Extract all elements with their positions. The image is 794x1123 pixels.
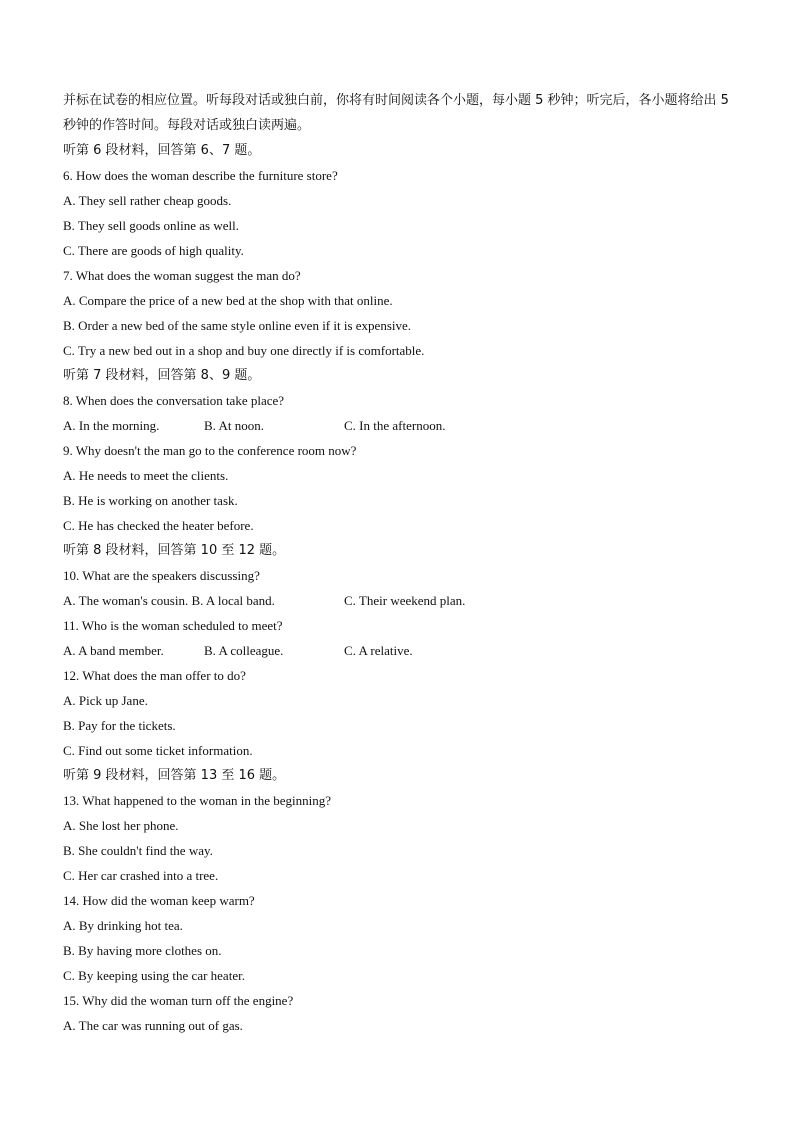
option-row (63, 588, 733, 613)
answer-option: B. Order a new bed of the same style online even if it is expensive. (63, 318, 412, 333)
question-list (63, 138, 733, 1038)
answer-option: A. In the morning. (63, 418, 160, 433)
answer-option: A. They sell rather cheap goods. (63, 193, 232, 208)
answer-option: A. She lost her phone. (63, 818, 179, 833)
answer-option: B. At noon. (204, 418, 264, 433)
answer-option: A. A band member. (63, 643, 164, 658)
answer-option: C. There are goods of high quality. (63, 243, 244, 258)
question-stem: 15. Why did the woman turn off the engine? (63, 993, 294, 1008)
answer-option: B. She couldn't find the way. (63, 843, 213, 858)
answer-option: A. The woman's cousin. B. A local band. (63, 593, 275, 608)
answer-option: C. A relative. (344, 643, 413, 658)
section-heading: 听第 9 段材料，回答第 13 至 16 题。 (63, 768, 286, 783)
answer-option: A. Compare the price of a new bed at the shop with that online. (63, 293, 393, 308)
question-stem: 8. When does the conversation take place? (63, 393, 285, 408)
answer-option: B. Pay for the tickets. (63, 718, 176, 733)
answer-option: A. Pick up Jane. (63, 693, 148, 708)
answer-option: A. He needs to meet the clients. (63, 468, 229, 483)
answer-option: C. In the afternoon. (344, 418, 446, 433)
question-stem: 7. What does the woman suggest the man do? (63, 268, 301, 283)
option-row (63, 638, 733, 663)
answer-option: C. Find out some ticket information. (63, 743, 253, 758)
question-stem: 12. What does the man offer to do? (63, 668, 246, 683)
question-stem: 13. What happened to the woman in the beginning? (63, 793, 331, 808)
question-stem: 9. Why doesn't the man go to the conference room now? (63, 443, 357, 458)
question-stem: 14. How did the woman keep warm? (63, 893, 255, 908)
answer-option: B. A colleague. (204, 643, 284, 658)
question-stem: 10. What are the speakers discussing? (63, 568, 260, 583)
answer-option: B. They sell goods online as well. (63, 218, 239, 233)
answer-option: C. Their weekend plan. (344, 593, 466, 608)
listening-instructions: 并标在试卷的相应位置。听每段对话或独白前，你将有时间阅读各个小题，每小题 5 秒钟；听完后，各小题将给出 5 秒钟的作答时间。每段对话或独白读两遍。 (63, 93, 729, 133)
section-heading: 听第 8 段材料，回答第 10 至 12 题。 (63, 543, 286, 558)
option-row (63, 413, 733, 438)
answer-option: B. He is working on another task. (63, 493, 238, 508)
section-heading: 听第 7 段材料，回答第 8、9 题。 (63, 368, 261, 383)
question-stem: 6. How does the woman describe the furniture store? (63, 168, 338, 183)
answer-option: C. By keeping using the car heater. (63, 968, 245, 983)
answer-option: C. He has checked the heater before. (63, 518, 254, 533)
page-content (63, 88, 733, 1038)
section-heading: 听第 6 段材料，回答第 6、7 题。 (63, 143, 261, 158)
answer-option: C. Try a new bed out in a shop and buy one directly if is comfortable. (63, 343, 425, 358)
answer-option: C. Her car crashed into a tree. (63, 868, 219, 883)
answer-option: A. By drinking hot tea. (63, 918, 183, 933)
answer-option: A. The car was running out of gas. (63, 1018, 243, 1033)
question-stem: 11. Who is the woman scheduled to meet? (63, 618, 283, 633)
answer-option: B. By having more clothes on. (63, 943, 222, 958)
